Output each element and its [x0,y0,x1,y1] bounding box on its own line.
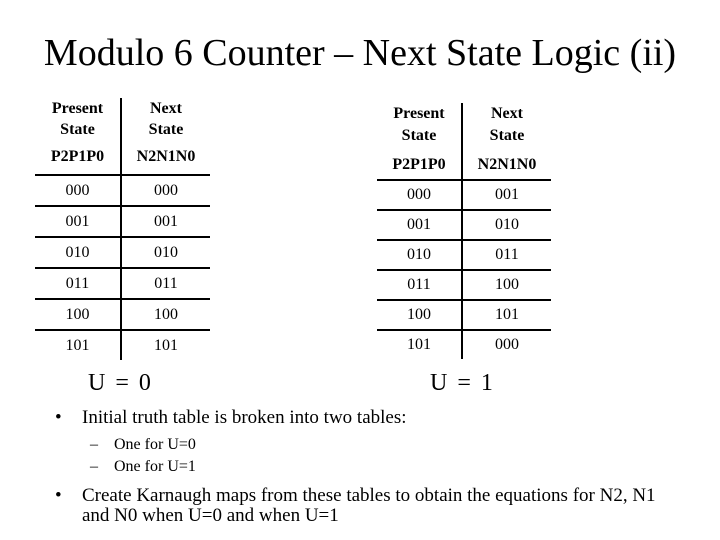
bullet-item [55,408,675,478]
present-state-cell: 000 [35,175,121,206]
next-state-cell: 001 [462,180,551,210]
table-label-u0: U = 0 [88,370,153,396]
header-line: State [148,121,184,138]
sub-item [90,434,675,456]
next-state-cell: 101 [121,330,210,360]
state-table-u1 [377,103,551,359]
next-state-header [121,98,210,175]
header-bits: N2N1N0 [136,148,196,165]
next-state-cell: 000 [462,330,551,359]
bullet-text: Create Karnaugh maps from these tables to obtain the equations for N2, N1 and N0 when U=0 and when U=1 [82,485,656,526]
table-row [35,299,210,330]
table-row [35,268,210,299]
header-line: Next [150,100,182,117]
present-state-cell: 001 [377,210,462,240]
present-state-cell: 011 [35,268,121,299]
table-row [35,175,210,206]
bullet-icon: • [55,407,62,428]
present-state-cell: 101 [35,330,121,360]
present-state-cell: 100 [377,300,462,330]
table-row [377,240,551,270]
next-state-cell: 100 [462,270,551,300]
dash-icon: – [90,458,98,475]
table-row [377,330,551,359]
next-state-cell: 011 [462,240,551,270]
bullet-text: Initial truth table is broken into two tables: [82,407,407,428]
next-state-header [462,103,551,180]
header-line: State [489,127,525,144]
dash-icon: – [90,436,98,453]
header-line: State [401,127,437,144]
header-bits: N2N1N0 [477,156,537,173]
bullet-list [55,408,675,526]
next-state-cell: 100 [121,299,210,330]
present-state-header [377,103,462,180]
table-row [377,270,551,300]
bullet-item [55,486,675,526]
header-line: Next [491,105,523,122]
next-state-cell: 010 [462,210,551,240]
slide-title: Modulo 6 Counter – Next State Logic (ii) [43,32,677,74]
header-line: State [60,121,95,138]
sub-item [90,456,675,478]
sub-item-text: One for U=1 [114,458,196,475]
header-bits: P2P1P0 [392,156,446,173]
table-row [377,180,551,210]
next-state-cell: 001 [121,206,210,237]
present-state-cell: 101 [377,330,462,359]
table-row [35,237,210,268]
bullet-icon: • [55,485,62,506]
header-bits: P2P1P0 [50,148,105,165]
next-state-cell: 011 [121,268,210,299]
sub-list [90,434,675,478]
present-state-cell: 000 [377,180,462,210]
present-state-cell: 100 [35,299,121,330]
next-state-cell: 101 [462,300,551,330]
table-row [377,300,551,330]
table-row [35,330,210,360]
header-line: Present [393,105,445,122]
present-state-cell: 001 [35,206,121,237]
table-row [377,210,551,240]
present-state-cell: 011 [377,270,462,300]
state-table-u0 [35,98,210,360]
table-label-u1: U = 1 [430,370,495,396]
next-state-cell: 010 [121,237,210,268]
sub-item-text: One for U=0 [114,436,196,453]
present-state-header [35,98,121,175]
present-state-cell: 010 [35,237,121,268]
table-row [35,206,210,237]
next-state-cell: 000 [121,175,210,206]
present-state-cell: 010 [377,240,462,270]
header-line: Present [51,100,104,117]
